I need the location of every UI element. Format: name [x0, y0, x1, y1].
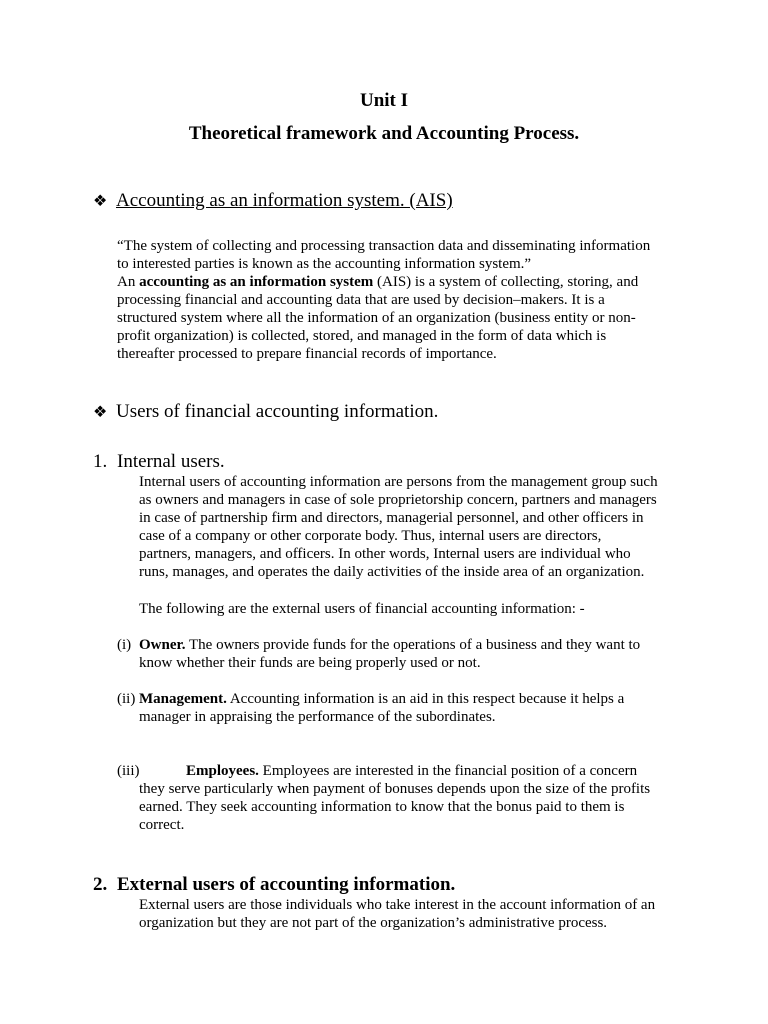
- section-heading-ais: [93, 190, 453, 213]
- ais-definition-line: thereafter processed to prepare financial records of importance.: [117, 346, 497, 362]
- item-label: Employees.: [186, 763, 259, 779]
- def-bold-term: accounting as an information system: [139, 274, 374, 290]
- ais-definition-line: [117, 273, 717, 291]
- paragraph-line: in case of partnership firm and directors, managerial personnel, and other officers in: [139, 510, 644, 526]
- list-item-owner: [139, 636, 679, 672]
- ais-quote-line: to interested parties is known as the accounting information system.”: [117, 256, 532, 272]
- internal-users-heading-text: Internal users.: [117, 451, 225, 472]
- def-rest: (AIS) is a system of collecting, storing, and: [373, 274, 639, 290]
- item-text: manager in appraising the performance of the subordinates.: [139, 709, 496, 725]
- roman-numeral: (iii): [117, 763, 140, 779]
- paragraph-line: organization but they are not part of the organization’s administrative process.: [139, 915, 608, 931]
- roman-numeral: (i): [117, 637, 132, 653]
- item-text: earned. They seek accounting information to know that the bonus paid to them is: [139, 799, 625, 815]
- following-sentence: The following are the external users of financial accounting information: -: [139, 601, 585, 617]
- item-text: Accounting information is an aid in this respect because it helps a: [226, 691, 625, 707]
- list-item-management: [139, 690, 679, 726]
- ais-definition-line: profit organization) is collected, stored, and managed in the form of data which is: [117, 328, 607, 344]
- ais-quote: [117, 237, 717, 273]
- paragraph-line: runs, manages, and operates the daily activities of the inside area of an organization.: [139, 564, 645, 580]
- list-number: 1.: [93, 451, 108, 472]
- section-heading-users-text: Users of financial accounting information.: [116, 401, 439, 422]
- chapter-subtitle: Theoretical framework and Accounting Process.: [188, 123, 580, 144]
- item-text: they serve particularly when payment of bonuses depends upon the size of the profits: [139, 781, 651, 797]
- roman-numeral: (ii): [117, 691, 136, 707]
- ais-definition-line: processing financial and accounting data that are used by decision–makers. It is a: [117, 292, 605, 308]
- paragraph-line: Internal users of accounting information are persons from the management group such: [139, 474, 658, 490]
- paragraph-line: as owners and managers in case of sole proprietorship concern, partners and managers: [139, 492, 657, 508]
- section-heading-users: [93, 401, 438, 424]
- list-number: 2.: [93, 874, 108, 895]
- ais-quote-line: “The system of collecting and processing transaction data and disseminating information: [117, 238, 651, 254]
- paragraph-line: External users are those individuals who take interest in the account information of an: [139, 897, 656, 913]
- ais-definition: [117, 273, 717, 363]
- ais-definition-line: structured system where all the information of an organization (business entity or non-: [117, 310, 636, 326]
- diamond-bullet-icon: ❖: [93, 193, 108, 210]
- diamond-bullet-icon: ❖: [93, 404, 108, 421]
- external-users-heading-text: External users of accounting information.: [117, 874, 456, 895]
- item-text: know whether their funds are being properly used or not.: [139, 655, 481, 671]
- external-users-heading: [93, 874, 455, 896]
- external-users-paragraph: [139, 896, 699, 932]
- internal-users-paragraph: [139, 473, 699, 581]
- section-heading-ais-text: Accounting as an information system. (AIS): [116, 190, 453, 211]
- internal-users-heading: [93, 451, 225, 473]
- paragraph-line: case of a company or other corporate body. Thus, internal users are directors,: [139, 528, 602, 544]
- item-text: Employees are interested in the financial position of a concern: [258, 763, 638, 779]
- def-prefix: An: [117, 274, 140, 290]
- item-text: The owners provide funds for the operations of a business and they want to: [185, 637, 641, 653]
- item-label: Owner.: [139, 637, 186, 653]
- paragraph-line: partners, managers, and officers. In other words, Internal users are individual who: [139, 546, 631, 562]
- item-text: correct.: [139, 817, 185, 833]
- item-label: Management.: [139, 691, 227, 707]
- unit-title: Unit I: [359, 90, 409, 111]
- list-item-employees: [139, 762, 679, 834]
